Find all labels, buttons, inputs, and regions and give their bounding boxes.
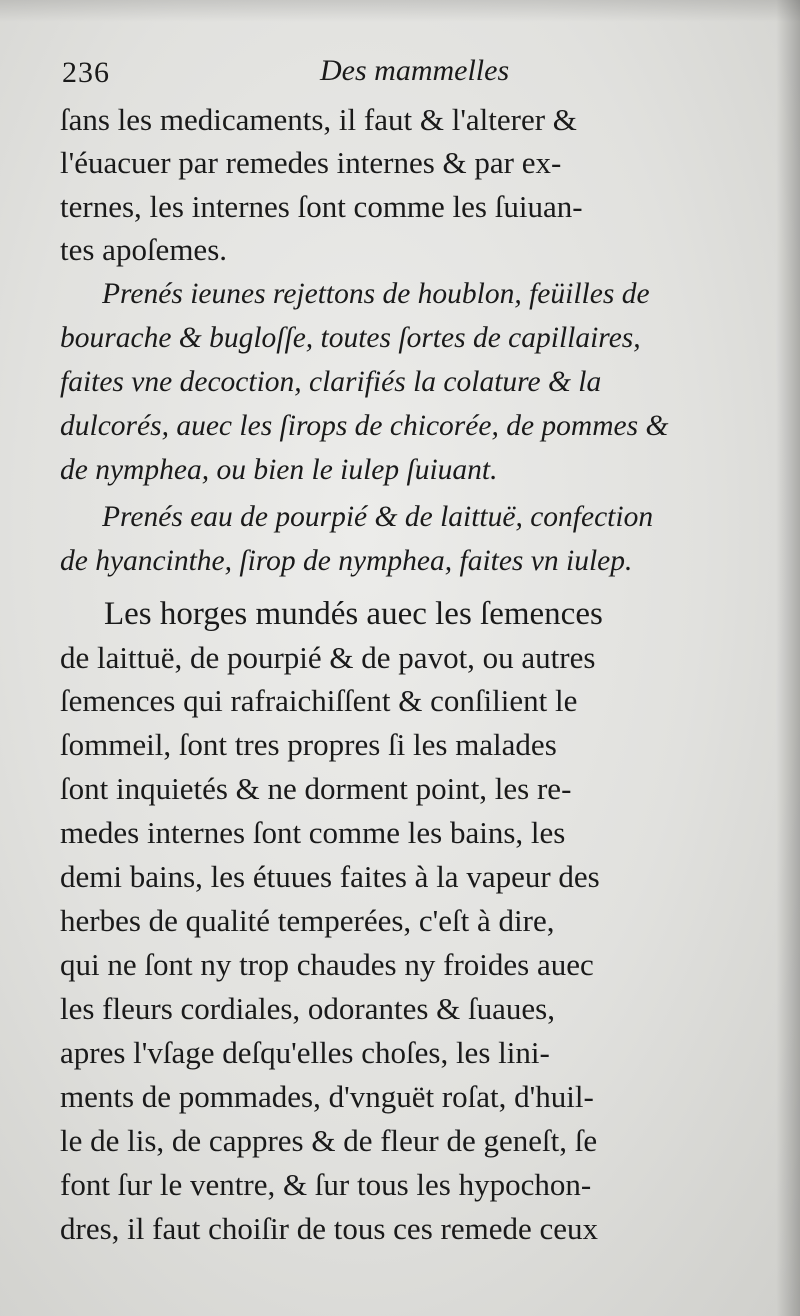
text-line-15: ſommeil, ſont tres propres ſi les malades xyxy=(60,727,557,762)
text-line-4: tes apoſemes. xyxy=(60,232,228,267)
running-head: Des mammelles xyxy=(320,54,510,87)
text-line-3: ternes, les internes ſont comme les ſuiuan- xyxy=(60,189,583,224)
text-line-12: Les horges mundés auec les ſemences xyxy=(104,596,603,632)
text-line-14: ſemences qui rafraichiſſent & conſilient le xyxy=(60,683,578,718)
text-line-25: font ſur le ventre, & ſur tous les hypochon- xyxy=(60,1167,592,1202)
text-line-16: ſont inquietés & ne dorment point, les re- xyxy=(60,771,572,806)
italic-recipe-line-5: de nymphea, ou bien le iulep ſuiuant. xyxy=(60,454,498,486)
text-line-17: medes internes ſont comme les bains, les xyxy=(60,815,566,850)
text-line-1: ſans les medicaments, il faut & l'alterer & xyxy=(60,102,577,137)
italic-recipe-line-2: bourache & bugloſſe, toutes ſortes de capillaires, xyxy=(60,322,641,354)
page-number: 236 xyxy=(62,56,110,89)
text-line-2: l'éuacuer par remedes internes & par ex- xyxy=(60,145,562,180)
page-header xyxy=(62,52,762,92)
page-gutter-shadow xyxy=(776,0,800,1316)
italic-recipe-line-4: dulcorés, auec les ſirops de chicorée, de pommes & xyxy=(60,410,669,442)
text-line-23: ments de pommades, d'vnguët roſat, d'huil- xyxy=(60,1079,594,1114)
text-line-19: herbes de qualité temperées, c'eſt à dire, xyxy=(60,903,555,938)
italic-recipe-line-1: Prenés ieunes rejettons de houblon, feüilles de xyxy=(102,278,650,310)
italic-julep-line-1: Prenés eau de pourpié & de laittuë, confection xyxy=(102,501,654,533)
text-line-21: les fleurs cordiales, odorantes & ſuaues, xyxy=(60,991,555,1026)
italic-recipe-line-3: faites vne decoction, clarifiés la colature & la xyxy=(60,366,602,398)
page-top-shadow xyxy=(0,0,800,22)
text-line-13: de laittuë, de pourpié & de pavot, ou autres xyxy=(60,640,596,675)
text-line-22: apres l'vſage deſqu'elles choſes, les lini- xyxy=(60,1035,550,1070)
text-line-18: demi bains, les étuues faites à la vapeur des xyxy=(60,859,600,894)
italic-julep-line-2: de hyancinthe, ſirop de nymphea, faites vn iulep. xyxy=(60,545,633,577)
text-line-26: dres, il faut choiſir de tous ces remede ceux xyxy=(60,1211,598,1246)
text-line-24: le de lis, de cappres & de fleur de geneſt, ſe xyxy=(60,1123,598,1158)
text-line-20: qui ne ſont ny trop chaudes ny froides auec xyxy=(60,947,594,982)
